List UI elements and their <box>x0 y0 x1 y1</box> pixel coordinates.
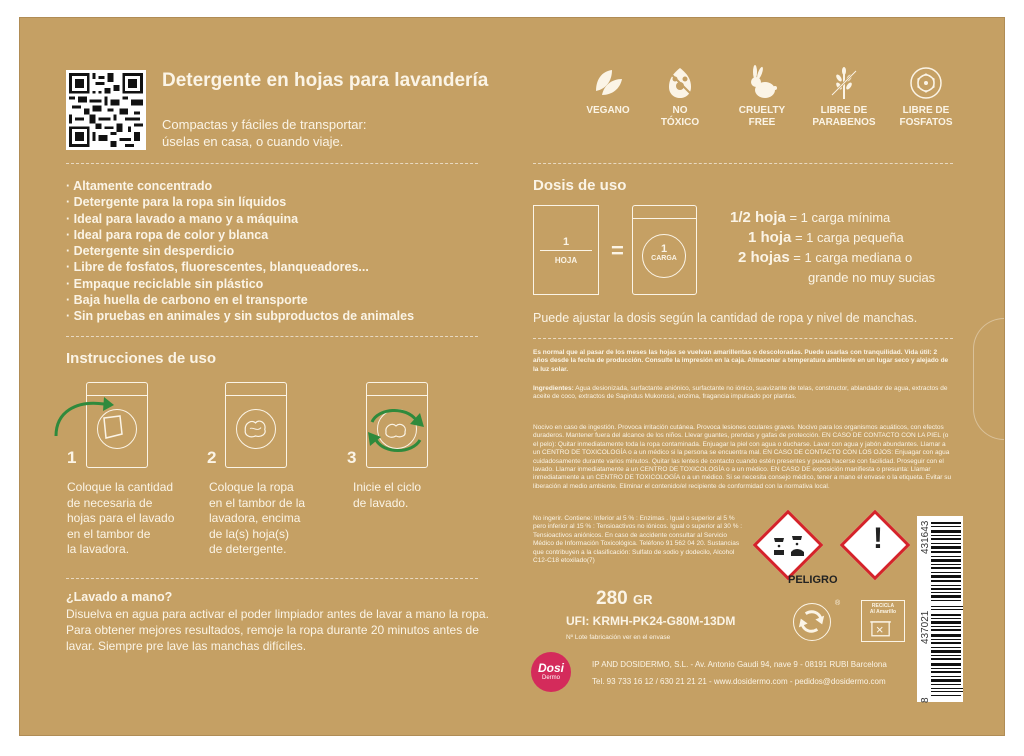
barcode-digits: 437021 <box>920 610 931 644</box>
dose-text: = 1 carga mínima <box>785 210 891 225</box>
badge-label: NO TÓXICO <box>660 105 700 128</box>
lot-number: Nº Lote fabricación ver en el envase <box>566 634 671 641</box>
badge-label: LIBRE DE PARABENOS <box>812 105 876 128</box>
step-line: en el tambor de <box>67 526 151 541</box>
logo-main-text: Dosi <box>537 661 564 675</box>
shelf-life-notice: Es normal que al pasar de los meses las hojas se vuelvan amarillentas o descoloradas. Puede usarlas con tranquilidad. Vida útil: 2 años desde la fecha de producción. Consulte la impresión en la caja. Almacenar a temperatura ambiente en un lugar seco y alejado de la luz solar. <box>533 349 949 373</box>
machine-panel <box>226 395 286 396</box>
step-2-machine-icon <box>225 382 287 468</box>
rotation-arrows-icon <box>354 400 440 460</box>
load-number: 1 <box>660 243 668 255</box>
machine-drum <box>642 234 686 278</box>
leaves-icon <box>590 65 626 101</box>
badge-cruelty-free <box>726 65 798 129</box>
ufi-code: UFI: KRMH-PK24-G80M-13DM <box>566 614 736 628</box>
net-weight <box>596 588 652 610</box>
step-number: 3 <box>347 448 357 467</box>
hazard-statements: Nocivo en caso de ingestión. Provoca irritación cutánea. Provoca lesiones oculares graves. Nocivo para los organismos acuáticos, con efectos duraderos. Mantener fuera del alcance de los niños. Llevar guantes, prendas y gafas de protección. EN CASO DE CONTACTO CON LA PIEL (o el pelo): Quitar inmediatamente toda la ropa contaminada. Enjuagar la piel con agua o ducharse. Lavar con agua y jabón abundantes. Llamar a un CENTRO DE TOXICOLOGÍA o a un médico si la persona se encuentra mal. EN CASO DE CONTACTO CON LOS OJOS: Enjuagar con agua cuidadosamente durante varios minutos. Quitar las lentes de contacto cuando estén presentes y pueda hacerse con facilidad. Proseguir con el lavado. Llamar inmediatamente a un CENTRO DE TOXICOLOGÍA o a un médico. EN CASO DE exposición manifiesta o presunta: Llamar inmediatamente a un CENTRO DE TOXICOLOGÍA o a un médico. Si se necesita consejo médico, tener a mano el envase o la etiqueta. Evitar su liberación al medio ambiente. Eliminar el contenido/el recipiente de conformidad con la normativa local. <box>533 424 952 490</box>
ingredients-text <box>533 385 953 402</box>
step-number: 2 <box>207 448 217 467</box>
step-line: Inicie el ciclo <box>353 480 422 494</box>
ingredients-label: Ingredientes: <box>533 385 574 392</box>
company-address: IP AND DOSIDERMO, S.L. - Av. Antonio Gaudi 94, nave 9 - 08191 RUBI Barcelona <box>592 660 887 669</box>
feature-item: · Baja huella de carbono en el transporte <box>66 293 308 308</box>
machine-panel <box>367 395 427 396</box>
step-number: 1 <box>67 448 77 467</box>
dosage-table <box>714 208 935 288</box>
divider <box>66 336 478 337</box>
divider <box>533 338 953 339</box>
badge-label: CRUELTY FREE <box>738 105 786 128</box>
step-line: de la(s) hoja(s) <box>209 526 290 541</box>
dose-text: = 1 carga mediana o <box>789 250 913 265</box>
dosage-heading: Dosis de uso <box>533 177 627 194</box>
recycle-box-label: RECICLA Al Amarillo <box>869 603 897 615</box>
step-line: Coloque la ropa <box>209 480 294 494</box>
sheet-fold-icon <box>534 206 548 220</box>
hazard-signal-word: PELIGRO <box>788 574 838 586</box>
bin-icon <box>865 615 903 641</box>
load-label: CARGA <box>651 255 677 262</box>
badge-no-toxico <box>644 65 716 129</box>
machine-panel <box>633 218 696 219</box>
rabbit-icon <box>744 65 780 101</box>
subtitle-line-1: Compactas y fáciles de transportar: <box>162 117 367 132</box>
step-line: en el tambor de la <box>209 495 306 510</box>
sheet-line <box>540 250 592 251</box>
machine-drum <box>236 409 276 449</box>
equals-sign: = <box>611 238 624 263</box>
qr-code-icon <box>69 73 143 147</box>
step-line: de necesaria de <box>67 495 153 510</box>
step-1-text <box>67 480 174 558</box>
badge-libre-fosfatos <box>890 65 962 129</box>
feature-item: · Libre de fosfatos, fluorescentes, blanqueadores... <box>66 260 369 275</box>
step-line: Coloque la cantidad <box>67 480 174 494</box>
divider <box>533 163 953 164</box>
dose-row-continued: grande no muy sucias <box>808 270 936 285</box>
recycle-symbol <box>793 603 831 641</box>
step-line: lavadora, encima <box>209 511 301 525</box>
barcode-digit: 8 <box>920 697 931 703</box>
barcode-digits: 431643 <box>920 520 931 554</box>
dose-amount: 1 hoja <box>748 229 792 246</box>
sheet-label: HOJA <box>554 256 578 265</box>
hand-wash-heading: ¿Lavado a mano? <box>66 590 173 604</box>
non-toxic-icon <box>662 65 698 101</box>
feature-item: · Detergente para la ropa sin líquidos <box>66 195 287 210</box>
dose-text: = 1 carga pequeña <box>791 230 904 245</box>
package-tab <box>973 318 1004 440</box>
sheet-icon <box>100 414 124 440</box>
recycle-box <box>861 600 905 642</box>
qr-code[interactable] <box>66 70 146 150</box>
step-line: hojas para el lavado <box>67 511 175 525</box>
badge-libre-parabenos <box>808 65 880 129</box>
composition-text: No ingerir. Contiene: Inferior al 5 % : Enzimas . Igual o superior al 5 % pero inferior al 15 % : Tensioactivos no iónicos. Igual o superior al 30 % : Tensioactivos aniónicos. En caso de accidente consultar al Servicio Médico de Información Toxicológica. Teléfono 91 562 04 20. Sustancias que contribuyen a la clasificación: Sulfato de sodio y dodecilo, Alcohol C12-C18 etoxilado(7) <box>533 515 743 565</box>
recycle-arrows-icon <box>794 604 829 639</box>
product-subtitle <box>162 116 366 150</box>
corrosive-icon <box>766 526 812 566</box>
dose-row <box>714 248 935 268</box>
step-line: de lavado. <box>353 495 409 510</box>
logo-sub-text: Dermo <box>541 675 560 681</box>
instructions-heading: Instrucciones de uso <box>66 350 217 367</box>
company-contact: Tel. 93 733 16 12 / 630 21 21 21 - www.dosidermo.com - pedidos@dosidermo.com <box>592 677 886 686</box>
registered-mark: ® <box>835 600 841 607</box>
step-line: la lavadora. <box>67 542 130 556</box>
certification-badges <box>572 65 962 145</box>
ingredients-list: Agua desionizada, surfactante aniónico, surfactante no iónico, suavizante de telas, constructor, ablandador de agua, extractos de aceite de coco, extractos de Sapindus Mukorossi, enzima, fragancia impulsado por plantas. <box>533 385 948 401</box>
feature-item: · Altamente concentrado <box>66 179 213 193</box>
feature-item: · Ideal para lavado a mano y a máquina <box>66 211 299 226</box>
dosidermo-logo <box>531 652 571 692</box>
weight-unit: GR <box>632 592 653 607</box>
product-title: Detergente en hojas para lavandería <box>162 70 489 91</box>
feature-item: · Detergente sin desperdicio <box>66 244 235 259</box>
badge-vegano <box>572 65 644 117</box>
clothes-icon <box>237 410 274 447</box>
washing-machine-icon <box>632 205 697 295</box>
badge-label: VEGANO <box>586 105 630 116</box>
divider <box>66 163 478 164</box>
dose-row <box>714 228 935 248</box>
step-line: de detergente. <box>209 542 287 556</box>
subtitle-line-2: úselas en casa, o cuando viaje. <box>162 134 344 149</box>
molecule-icon <box>908 65 944 101</box>
feature-item: · Ideal para ropa de color y blanca <box>66 227 269 242</box>
feature-item: · Empaque reciclable sin plástico <box>66 276 264 291</box>
badge-label: LIBRE DE FOSFATOS <box>899 105 953 128</box>
dose-amount: 1/2 hoja <box>730 209 786 226</box>
weight-value: 280 <box>596 588 628 609</box>
step-3-text <box>353 480 421 511</box>
step-2-text <box>209 480 305 558</box>
feature-list <box>66 178 414 325</box>
feature-item: · Sin pruebas en animales y sin subproductos de animales <box>66 309 415 324</box>
exclamation-icon: ! <box>873 522 883 555</box>
dose-row <box>714 208 935 228</box>
wheat-icon <box>826 65 862 101</box>
divider <box>66 578 478 579</box>
sheet-number: 1 <box>562 236 570 248</box>
dosage-note: Puede ajustar la dosis según la cantidad de ropa y nivel de manchas. <box>533 311 918 325</box>
dose-amount: 2 hojas <box>738 249 790 266</box>
sheet-diagram <box>533 205 599 295</box>
hand-wash-text: Disuelva en agua para activar el poder limpiador antes de lavar a mano la ropa. Para obtener mejores resultados, remoje la ropa durante 20 minutos antes de lavar. Siempre pre lave las manchas difíciles. <box>66 607 489 653</box>
